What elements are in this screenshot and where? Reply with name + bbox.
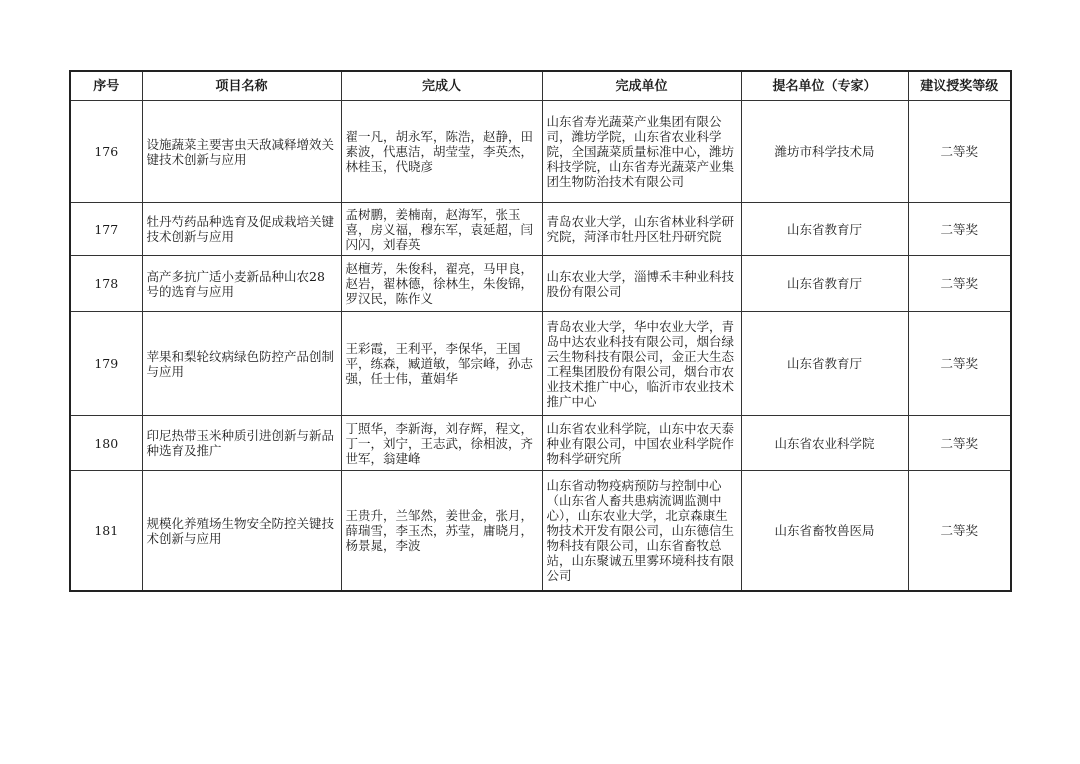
table-row	[70, 203, 1011, 256]
project-name-cell: 设施蔬菜主要害虫天敌减释增效关键技术创新与应用	[142, 101, 341, 203]
nominating-unit-cell: 山东省畜牧兽医局	[741, 471, 908, 592]
project-name-cell: 规模化养殖场生物安全防控关键技术创新与应用	[142, 471, 341, 592]
table-header-row	[70, 71, 1011, 101]
table-row	[70, 471, 1011, 592]
contributors-cell: 赵檀芳，朱俊科，翟亮，马甲良，赵岩，翟林德，徐林生，朱俊锦，罗汉民，陈作义	[341, 256, 542, 312]
contributors-cell: 王贵升，兰邹然，姜世金，张月，薛瑞雪，李玉杰，苏莹，庸晓月，杨景晁，李波	[341, 471, 542, 592]
award-level-cell: 二等奖	[908, 416, 1011, 471]
header-contributors: 完成人	[341, 71, 542, 101]
completing-units-cell: 山东省动物疫病预防与控制中心（山东省人畜共患病流调监测中心），山东农业大学，北京森康生物技术开发有限公司，山东德信生物科技有限公司，山东省畜牧总站，山东聚诚五里雾环境科技有限公司	[542, 471, 741, 592]
nominating-unit-cell: 山东省教育厅	[741, 256, 908, 312]
award-level-cell: 二等奖	[908, 101, 1011, 203]
project-name-cell: 高产多抗广适小麦新品种山农28号的选育与应用	[142, 256, 341, 312]
serial-number-cell: 178	[70, 256, 142, 312]
header-award-level: 建议授奖等级	[908, 71, 1011, 101]
contributors-cell: 丁照华，李新海，刘存辉，程文，丁一，刘宁，王志武，徐相波，齐世军，翁建峰	[341, 416, 542, 471]
nominating-unit-cell: 山东省农业科学院	[741, 416, 908, 471]
serial-number-cell: 177	[70, 203, 142, 256]
serial-number-cell: 181	[70, 471, 142, 592]
project-name-cell: 苹果和梨轮纹病绿色防控产品创制与应用	[142, 312, 341, 416]
completing-units-cell: 青岛农业大学，华中农业大学，青岛中达农业科技有限公司，烟台绿云生物科技有限公司，金正大生态工程集团股份有限公司，烟台市农业技术推广中心，临沂市农业技术推广中心	[542, 312, 741, 416]
table-row	[70, 101, 1011, 203]
serial-number-cell: 180	[70, 416, 142, 471]
project-name-cell: 牡丹芍药品种选育及促成栽培关键技术创新与应用	[142, 203, 341, 256]
nominating-unit-cell: 潍坊市科学技术局	[741, 101, 908, 203]
completing-units-cell: 山东省寿光蔬菜产业集团有限公司，潍坊学院，山东省农业科学院，全国蔬菜质量标准中心，潍坊科技学院，山东省寿光蔬菜产业集团生物防治技术有限公司	[542, 101, 741, 203]
contributors-cell: 孟树鹏，姜楠南，赵海军，张玉喜，房义福，穆东军，袁延超，闫闪闪，刘春英	[341, 203, 542, 256]
header-completing-units: 完成单位	[542, 71, 741, 101]
header-nominating-unit: 提名单位（专家）	[741, 71, 908, 101]
project-name-cell: 印尼热带玉米种质引进创新与新品种选育及推广	[142, 416, 341, 471]
award-level-cell: 二等奖	[908, 203, 1011, 256]
award-level-cell: 二等奖	[908, 312, 1011, 416]
table-row	[70, 416, 1011, 471]
nominating-unit-cell: 山东省教育厅	[741, 203, 908, 256]
table-row	[70, 312, 1011, 416]
header-serial-number: 序号	[70, 71, 142, 101]
award-level-cell: 二等奖	[908, 256, 1011, 312]
completing-units-cell: 山东农业大学，淄博禾丰种业科技股份有限公司	[542, 256, 741, 312]
table-row	[70, 256, 1011, 312]
award-level-cell: 二等奖	[908, 471, 1011, 592]
completing-units-cell: 青岛农业大学，山东省林业科学研究院，菏泽市牡丹区牡丹研究院	[542, 203, 741, 256]
awards-table	[69, 70, 1012, 592]
completing-units-cell: 山东省农业科学院，山东中农天泰种业有限公司，中国农业科学院作物科学研究所	[542, 416, 741, 471]
serial-number-cell: 176	[70, 101, 142, 203]
header-project-name: 项目名称	[142, 71, 341, 101]
nominating-unit-cell: 山东省教育厅	[741, 312, 908, 416]
serial-number-cell: 179	[70, 312, 142, 416]
contributors-cell: 翟一凡，胡永军，陈浩，赵静，田素波，代惠洁，胡莹莹，李英杰，林桂玉，代晓彦	[341, 101, 542, 203]
contributors-cell: 王彩霞，王利平，李保华，王国平，练森，臧道敏，邹宗峰，孙志强，任士伟，董娟华	[341, 312, 542, 416]
